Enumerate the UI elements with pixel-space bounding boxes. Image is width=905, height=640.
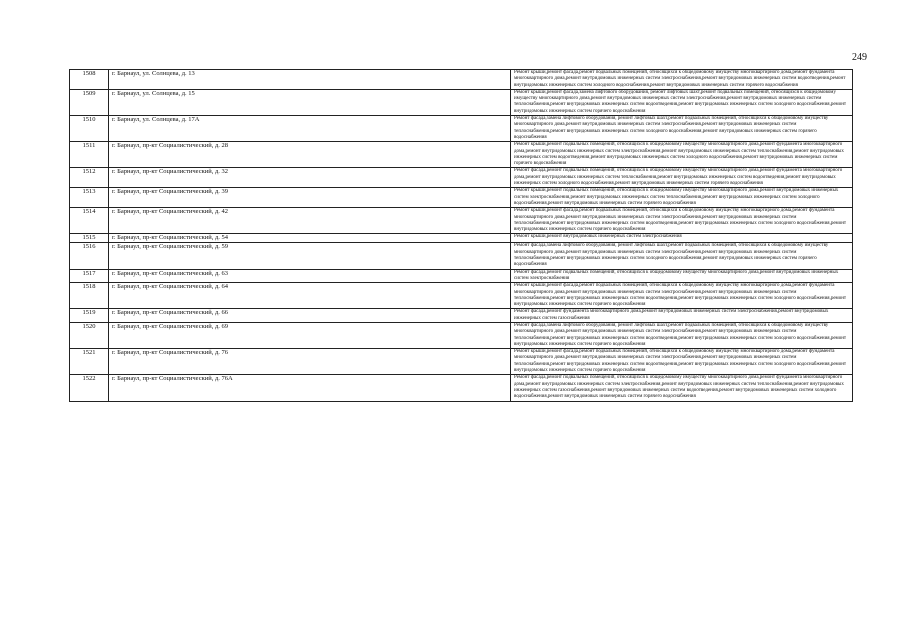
- row-number-cell: 1510: [70, 116, 109, 142]
- works-cell: Ремонт фасада,замена лифтового оборудования, ремонт лифтовых шахт,ремонт подвальных помещений, относящихся к общедомовому имуществу многоквартирного дома,ремонт внутридомовых инженерных систем электроснабжения,ремонт внутридомовых инженерных систем теплоснабжения,ремонт внутридомовых инженерных систем водоотведения,ремонт внутридомовых инженерных систем холодного водоснабжения,ремонт внутридомовых инженерных систем горячего водоснабжения: [511, 322, 853, 348]
- works-cell: Ремонт фасада,ремонт подвальных помещений, относящихся к общедомовому имуществу многоквартирного дома,ремонт фундамента многоквартирного дома,ремонт внутридомовых инженерных систем электроснабжения,ремонт внутридомовых инженерных систем теплоснабжения,ремонт внутридомовых инженерных систем газоснабжения,ремонт внутридомовых инженерных систем водоотведения,ремонт внутридомовых инженерных систем холодного водоснабжения,ремонт внутридомовых инженерных систем горячего водоснабжения: [511, 375, 853, 401]
- table-row: [70, 322, 853, 348]
- row-number-cell: 1509: [70, 89, 109, 115]
- row-number-cell: 1515: [70, 234, 109, 243]
- row-number-cell: 1508: [70, 70, 109, 90]
- address-cell: г. Барнаул, ул. Солнцева, д. 13: [109, 70, 511, 90]
- table-row: [70, 309, 853, 323]
- table-body: [70, 70, 853, 402]
- table-row: [70, 234, 853, 243]
- table-row: [70, 283, 853, 309]
- works-cell: Ремонт крыши,ремонт фасада,ремонт подвальных помещений, относящихся к общедомовому имуществу многоквартирного дома,ремонт фундамента многоквартирного дома,ремонт внутридомовых инженерных систем электроснабжения,ремонт внутридомовых инженерных систем теплоснабжения,ремонт внутридомовых инженерных систем водоотведения,ремонт внутридомовых инженерных систем холодного водоснабжения,ремонт внутридомовых инженерных систем горячего водоснабжения: [511, 349, 853, 375]
- row-number-cell: 1511: [70, 142, 109, 168]
- row-number-cell: 1517: [70, 269, 109, 283]
- address-cell: г. Барнаул, пр-кт Социалистический, д. 28: [109, 142, 511, 168]
- table-row: [70, 116, 853, 142]
- address-cell: г. Барнаул, пр-кт Социалистический, д. 69: [109, 322, 511, 348]
- table-row: [70, 208, 853, 234]
- row-number-cell: 1518: [70, 283, 109, 309]
- row-number-cell: 1512: [70, 168, 109, 188]
- page-number: 249: [852, 52, 867, 63]
- works-cell: Ремонт крыши,ремонт фасада,замена лифтового оборудования, ремонт лифтовых шахт,ремонт подвальных помещений, относящихся к общедомовому имуществу многоквартирного дома,ремонт внутридомовых инженерных систем электроснабжения,ремонт внутридомовых инженерных систем теплоснабжения,ремонт внутридомовых инженерных систем водоотведения,ремонт внутридомовых инженерных систем холодного водоснабжения,ремонт внутридомовых инженерных систем горячего водоснабжения: [511, 89, 853, 115]
- address-cell: г. Барнаул, пр-кт Социалистический, д. 63: [109, 269, 511, 283]
- row-number-cell: 1516: [70, 243, 109, 269]
- works-cell: Ремонт крыши,ремонт подвальных помещений, относящихся к общедомовому имуществу многоквартирного дома,ремонт внутридомовых инженерных систем электроснабжения,ремонт внутридомовых инженерных систем теплоснабжения,ремонт внутридомовых инженерных систем холодного водоснабжения,ремонт внутридомовых инженерных систем горячего водоснабжения: [511, 188, 853, 208]
- table-row: [70, 70, 853, 90]
- works-cell: Ремонт фасада,ремонт подвальных помещений, относящихся к общедомовому имуществу многоквартирного дома,ремонт внутридомовых инженерных систем электроснабжения: [511, 269, 853, 283]
- table-row: [70, 188, 853, 208]
- works-cell: Ремонт фасада,ремонт фундамента многоквартирного дома,ремонт внутридомовых инженерных систем электроснабжения,ремонт внутридомовых инженерных систем газоснабжения: [511, 309, 853, 323]
- table-row: [70, 89, 853, 115]
- works-cell: Ремонт фасада,замена лифтового оборудования, ремонт лифтовых шахт,ремонт подвальных помещений, относящихся к общедомовому имуществу многоквартирного дома,ремонт внутридомовых инженерных систем электроснабжения,ремонт внутридомовых инженерных систем теплоснабжения,ремонт внутридомовых инженерных систем холодного водоснабжения,ремонт внутридомовых инженерных систем горячего водоснабжения: [511, 243, 853, 269]
- address-cell: г. Барнаул, пр-кт Социалистический, д. 66: [109, 309, 511, 323]
- row-number-cell: 1514: [70, 208, 109, 234]
- works-cell: Ремонт крыши,ремонт фасада,ремонт подвальных помещений, относящихся к общедомовому имуществу многоквартирного дома,ремонт фундамента многоквартирного дома,ремонт внутридомовых инженерных систем электроснабжения,ремонт внутридомовых инженерных систем теплоснабжения,ремонт внутридомовых инженерных систем водоотведения,ремонт внутридомовых инженерных систем холодного водоснабжения,ремонт внутридомовых инженерных систем горячего водоснабжения: [511, 208, 853, 234]
- table-row: [70, 269, 853, 283]
- table-row: [70, 349, 853, 375]
- table-row: [70, 142, 853, 168]
- row-number-cell: 1521: [70, 349, 109, 375]
- address-cell: г. Барнаул, пр-кт Социалистический, д. 42: [109, 208, 511, 234]
- row-number-cell: 1513: [70, 188, 109, 208]
- table-row: [70, 375, 853, 401]
- works-cell: Ремонт крыши,ремонт фасада,ремонт подвальных помещений, относящихся к общедомовому имуществу многоквартирного дома,ремонт фундамента многоквартирного дома,ремонт внутридомовых инженерных систем электроснабжения,ремонт внутридомовых инженерных систем теплоснабжения,ремонт внутридомовых инженерных систем водоотведения,ремонт внутридомовых инженерных систем холодного водоснабжения,ремонт внутридомовых инженерных систем горячего водоснабжения: [511, 283, 853, 309]
- row-number-cell: 1519: [70, 309, 109, 323]
- works-cell: Ремонт фасада,ремонт подвальных помещений, относящихся к общедомовому имуществу многоквартирного дома,ремонт фундамента многоквартирного дома,ремонт внутридомовых инженерных систем теплоснабжения,ремонт внутридомовых инженерных систем водоотведения,ремонт внутридомовых инженерных систем холодного водоснабжения,ремонт внутридомовых инженерных систем горячего водоснабжения: [511, 168, 853, 188]
- table-row: [70, 243, 853, 269]
- works-cell: Ремонт фасада,замена лифтового оборудования, ремонт лифтовых шахт,ремонт подвальных помещений, относящихся к общедомовому имуществу многоквартирного дома,ремонт внутридомовых инженерных систем электроснабжения,ремонт внутридомовых инженерных систем теплоснабжения,ремонт внутридомовых инженерных систем холодного водоснабжения,ремонт внутридомовых инженерных систем горячего водоснабжения: [511, 116, 853, 142]
- row-number-cell: 1520: [70, 322, 109, 348]
- table-row: [70, 168, 853, 188]
- works-cell: Ремонт крыши,ремонт внутридомовых инженерных систем электроснабжения: [511, 234, 853, 243]
- address-cell: г. Барнаул, пр-кт Социалистический, д. 39: [109, 188, 511, 208]
- works-cell: Ремонт крыши,ремонт подвальных помещений, относящихся к общедомовому имуществу многоквартирного дома,ремонт фундамента многоквартирного дома,ремонт внутридомовых инженерных систем электроснабжения,ремонт внутридомовых инженерных систем теплоснабжения,ремонт внутридомовых инженерных систем водоотведения,ремонт внутридомовых инженерных систем холодного водоснабжения,ремонт внутридомовых инженерных систем горячего водоснабжения: [511, 142, 853, 168]
- address-cell: г. Барнаул, пр-кт Социалистический, д. 54: [109, 234, 511, 243]
- address-cell: г. Барнаул, пр-кт Социалистический, д. 76: [109, 349, 511, 375]
- address-cell: г. Барнаул, пр-кт Социалистический, д. 64: [109, 283, 511, 309]
- works-cell: Ремонт крыши,ремонт фасада,ремонт подвальных помещений, относящихся к общедомовому имуществу многоквартирного дома,ремонт фундамента многоквартирного дома,ремонт внутридомовых инженерных систем электроснабжения,ремонт внутридомовых инженерных систем водоотведения,ремонт внутридомовых инженерных систем холодного водоснабжения,ремонт внутридомовых инженерных систем горячего водоснабжения: [511, 70, 853, 90]
- address-cell: г. Барнаул, пр-кт Социалистический, д. 32: [109, 168, 511, 188]
- row-number-cell: 1522: [70, 375, 109, 401]
- address-cell: г. Барнаул, пр-кт Социалистический, д. 76А: [109, 375, 511, 401]
- address-cell: г. Барнаул, ул. Солнцева, д. 15: [109, 89, 511, 115]
- address-cell: г. Барнаул, пр-кт Социалистический, д. 59: [109, 243, 511, 269]
- repair-register-table: [69, 69, 853, 402]
- address-cell: г. Барнаул, ул. Солнцева, д. 17А: [109, 116, 511, 142]
